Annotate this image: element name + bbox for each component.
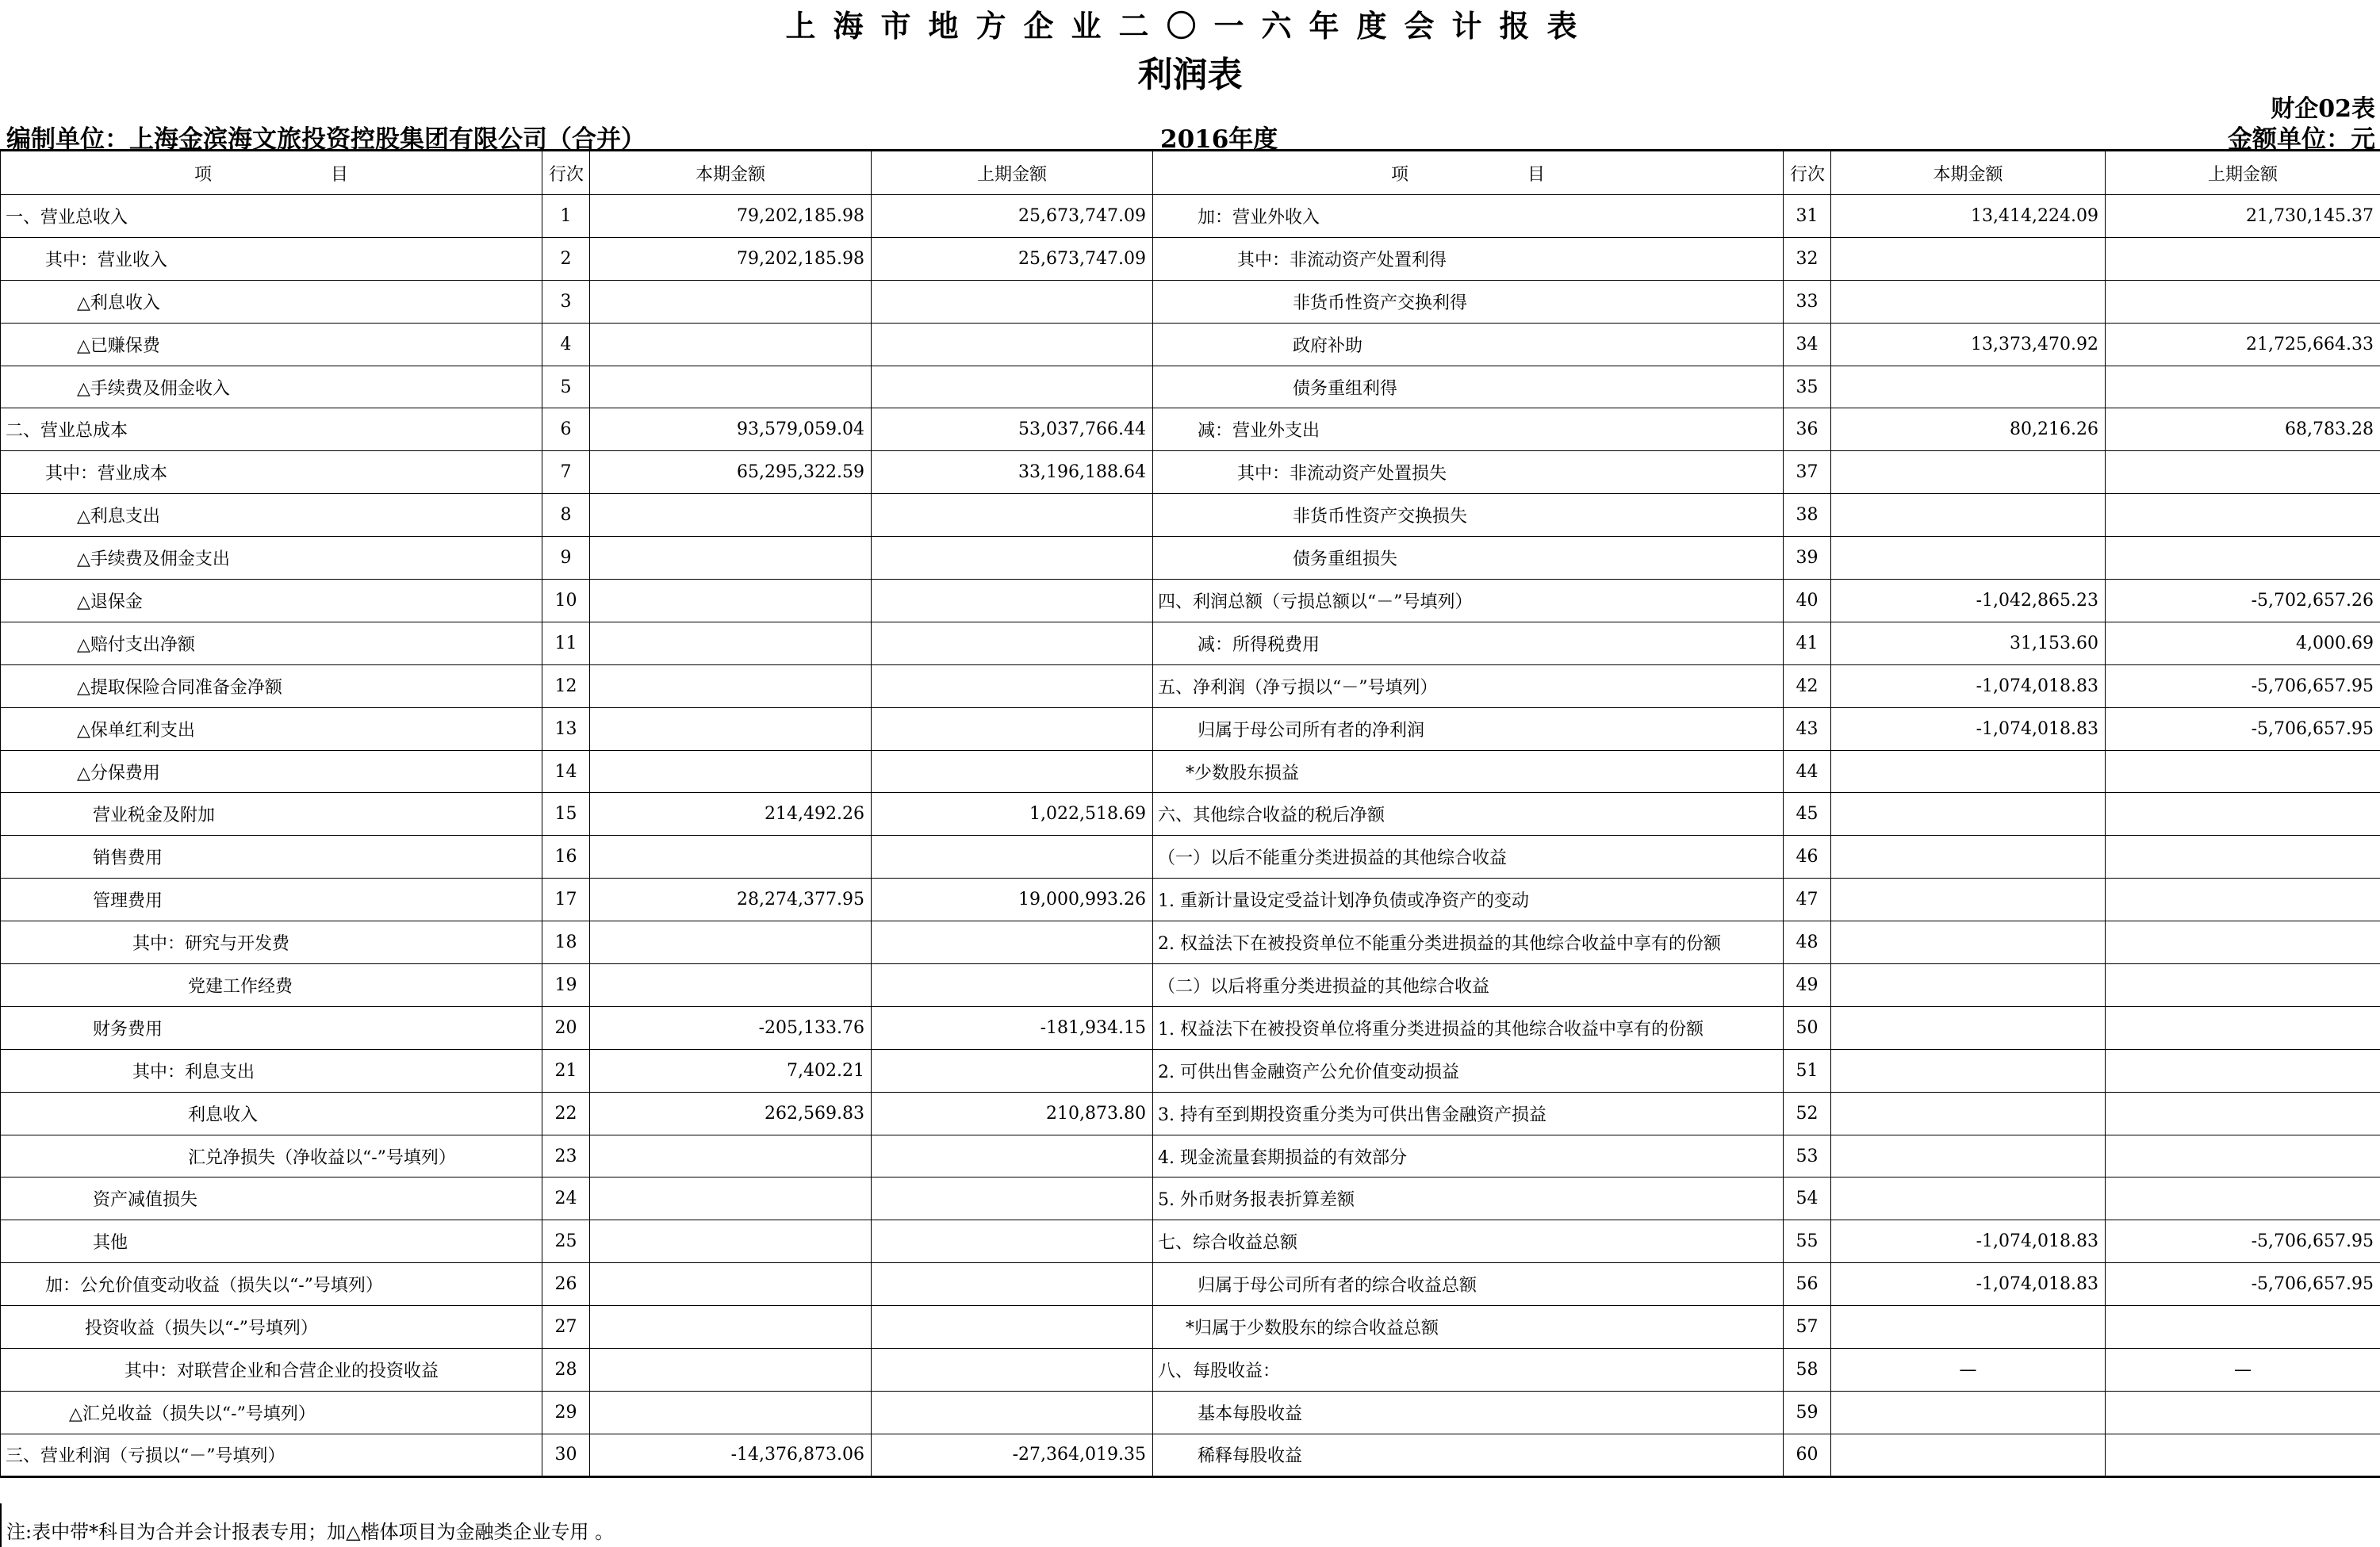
current-amount xyxy=(1831,1306,2106,1349)
previous-amount: -5,706,657.95 xyxy=(2106,664,2380,707)
table-row xyxy=(1,1349,2380,1392)
item-label: 1. 重新计量设定受益计划净负债或净资产的变动 xyxy=(1153,879,1784,921)
previous-amount xyxy=(872,964,1153,1007)
report-title: 上海市地方企业二〇一六年度会计报表 xyxy=(785,8,1595,44)
item-label: △分保费用 xyxy=(1,750,542,793)
table-row xyxy=(1,1220,2380,1263)
item-label: 资产减值损失 xyxy=(1,1177,542,1220)
current-amount xyxy=(1831,1177,2106,1220)
previous-amount xyxy=(872,836,1153,879)
line-number: 29 xyxy=(542,1391,590,1434)
current-amount: 13,414,224.09 xyxy=(1831,195,2106,238)
table-row xyxy=(1,1177,2380,1220)
item-label: 财务费用 xyxy=(1,1006,542,1049)
line-number: 51 xyxy=(1784,1049,1831,1092)
table-row xyxy=(1,1306,2380,1349)
previous-amount xyxy=(872,1177,1153,1220)
item-label: *少数股东损益 xyxy=(1153,750,1784,793)
line-number: 30 xyxy=(542,1434,590,1476)
item-label: 稀释每股收益 xyxy=(1153,1434,1784,1476)
item-label: 其中：利息支出 xyxy=(1,1049,542,1092)
item-label: 二、营业总成本 xyxy=(1,408,542,451)
item-label: 七、综合收益总额 xyxy=(1153,1220,1784,1263)
current-amount xyxy=(590,1177,872,1220)
line-number: 36 xyxy=(1784,408,1831,451)
previous-amount xyxy=(872,750,1153,793)
previous-amount xyxy=(2106,537,2380,580)
income-statement-table xyxy=(0,149,2380,1478)
current-amount xyxy=(590,921,872,964)
table-row xyxy=(1,323,2380,366)
current-amount xyxy=(1831,537,2106,580)
footnote: 注:表中带*科目为合并会计报表专用；加△楷体项目为金融类企业专用 。 xyxy=(6,1521,615,1543)
previous-amount: -181,934.15 xyxy=(872,1006,1153,1049)
item-label: 其中：营业收入 xyxy=(1,237,542,280)
line-number: 18 xyxy=(542,921,590,964)
current-amount xyxy=(1831,451,2106,494)
line-number: 16 xyxy=(542,836,590,879)
item-label: 加：营业外收入 xyxy=(1153,195,1784,238)
item-label: 归属于母公司所有者的综合收益总额 xyxy=(1153,1263,1784,1306)
previous-amount: -5,702,657.26 xyxy=(2106,580,2380,622)
item-label: （二）以后将重分类进损益的其他综合收益 xyxy=(1153,964,1784,1007)
previous-amount xyxy=(2106,451,2380,494)
current-amount: 262,569.83 xyxy=(590,1092,872,1135)
table-row xyxy=(1,750,2380,793)
line-number: 59 xyxy=(1784,1391,1831,1434)
line-number: 46 xyxy=(1784,836,1831,879)
line-number: 41 xyxy=(1784,622,1831,664)
form-number: 财企02表 xyxy=(2271,95,2375,123)
table-row xyxy=(1,237,2380,280)
item-label: 其中：非流动资产处置利得 xyxy=(1153,237,1784,280)
current-amount: -14,376,873.06 xyxy=(590,1434,872,1476)
previous-amount xyxy=(872,323,1153,366)
line-number: 32 xyxy=(1784,237,1831,280)
item-label: △保单红利支出 xyxy=(1,707,542,750)
line-number: 42 xyxy=(1784,664,1831,707)
item-label: 政府补助 xyxy=(1153,323,1784,366)
item-label: （一）以后不能重分类进损益的其他综合收益 xyxy=(1153,836,1784,879)
previous-amount: 1,022,518.69 xyxy=(872,793,1153,836)
current-amount xyxy=(1831,494,2106,537)
current-amount xyxy=(1831,237,2106,280)
previous-amount xyxy=(2106,879,2380,921)
line-number: 10 xyxy=(542,580,590,622)
previous-amount: 4,000.69 xyxy=(2106,622,2380,664)
previous-amount xyxy=(2106,494,2380,537)
current-amount: 80,216.26 xyxy=(1831,408,2106,451)
col-header-line-right: 行次 xyxy=(1784,151,1831,195)
current-amount: 31,153.60 xyxy=(1831,622,2106,664)
line-number: 14 xyxy=(542,750,590,793)
current-amount xyxy=(1831,879,2106,921)
line-number: 26 xyxy=(542,1263,590,1306)
current-amount: -205,133.76 xyxy=(590,1006,872,1049)
line-number: 22 xyxy=(542,1092,590,1135)
current-amount xyxy=(590,1220,872,1263)
previous-amount: 21,725,664.33 xyxy=(2106,323,2380,366)
item-label: △赔付支出净额 xyxy=(1,622,542,664)
line-number: 15 xyxy=(542,793,590,836)
item-label: 其中：非流动资产处置损失 xyxy=(1153,451,1784,494)
line-number: 54 xyxy=(1784,1177,1831,1220)
item-label: 八、每股收益： xyxy=(1153,1349,1784,1392)
item-label: △汇兑收益（损失以“-”号填列） xyxy=(1,1391,542,1434)
previous-amount xyxy=(872,664,1153,707)
table-row xyxy=(1,1092,2380,1135)
previous-amount xyxy=(2106,1177,2380,1220)
current-amount xyxy=(590,1306,872,1349)
item-label: 4. 现金流量套期损益的有效部分 xyxy=(1153,1135,1784,1177)
current-amount: -1,074,018.83 xyxy=(1831,707,2106,750)
item-label: 管理费用 xyxy=(1,879,542,921)
previous-amount: 25,673,747.09 xyxy=(872,195,1153,238)
item-label: 销售费用 xyxy=(1,836,542,879)
item-label: *归属于少数股东的综合收益总额 xyxy=(1153,1306,1784,1349)
table-row xyxy=(1,879,2380,921)
previous-amount xyxy=(872,707,1153,750)
line-number: 19 xyxy=(542,964,590,1007)
item-label: 汇兑净损失（净收益以“-”号填列） xyxy=(1,1135,542,1177)
current-amount: -1,074,018.83 xyxy=(1831,664,2106,707)
current-amount xyxy=(590,707,872,750)
line-number: 21 xyxy=(542,1049,590,1092)
previous-amount: -5,706,657.95 xyxy=(2106,1263,2380,1306)
previous-amount: 19,000,993.26 xyxy=(872,879,1153,921)
line-number: 39 xyxy=(1784,537,1831,580)
line-number: 2 xyxy=(542,237,590,280)
previous-amount xyxy=(872,1391,1153,1434)
item-label: 三、营业利润（亏损以“－”号填列） xyxy=(1,1434,542,1476)
current-amount xyxy=(1831,280,2106,323)
line-number: 37 xyxy=(1784,451,1831,494)
current-amount xyxy=(590,323,872,366)
previous-amount xyxy=(872,366,1153,408)
current-amount xyxy=(590,622,872,664)
item-label: △退保金 xyxy=(1,580,542,622)
line-number: 57 xyxy=(1784,1306,1831,1349)
line-number: 60 xyxy=(1784,1434,1831,1476)
table-row xyxy=(1,366,2380,408)
item-label: 非货币性资产交换损失 xyxy=(1153,494,1784,537)
previous-amount xyxy=(2106,366,2380,408)
item-label: 投资收益（损失以“-”号填列） xyxy=(1,1306,542,1349)
col-header-current-left: 本期金额 xyxy=(590,151,872,195)
line-number: 27 xyxy=(542,1306,590,1349)
line-number: 28 xyxy=(542,1349,590,1392)
previous-amount xyxy=(2106,237,2380,280)
current-amount: -1,074,018.83 xyxy=(1831,1263,2106,1306)
current-amount xyxy=(590,664,872,707)
previous-amount: 53,037,766.44 xyxy=(872,408,1153,451)
line-number: 56 xyxy=(1784,1263,1831,1306)
previous-amount xyxy=(2106,793,2380,836)
line-number: 7 xyxy=(542,451,590,494)
item-label: 非货币性资产交换利得 xyxy=(1153,280,1784,323)
current-amount xyxy=(590,580,872,622)
item-label: 党建工作经费 xyxy=(1,964,542,1007)
currency-unit: 金额单位：元 xyxy=(2228,125,2375,154)
item-label: △利息支出 xyxy=(1,494,542,537)
previous-amount: -27,364,019.35 xyxy=(872,1434,1153,1476)
line-number: 38 xyxy=(1784,494,1831,537)
table-row xyxy=(1,195,2380,238)
current-amount xyxy=(1831,921,2106,964)
current-amount: 214,492.26 xyxy=(590,793,872,836)
previous-amount: 25,673,747.09 xyxy=(872,237,1153,280)
item-label: △手续费及佣金收入 xyxy=(1,366,542,408)
current-amount xyxy=(590,964,872,1007)
line-number: 25 xyxy=(542,1220,590,1263)
previous-amount xyxy=(872,494,1153,537)
current-amount xyxy=(590,1135,872,1177)
item-label: 五、净利润（净亏损以“－”号填列） xyxy=(1153,664,1784,707)
previous-amount xyxy=(2106,921,2380,964)
line-number: 48 xyxy=(1784,921,1831,964)
item-label: 2. 权益法下在被投资单位不能重分类进损益的其他综合收益中享有的份额 xyxy=(1153,921,1784,964)
line-number: 23 xyxy=(542,1135,590,1177)
table-row xyxy=(1,1049,2380,1092)
item-label: 其中：对联营企业和合营企业的投资收益 xyxy=(1,1349,542,1392)
item-label: 利息收入 xyxy=(1,1092,542,1135)
current-amount xyxy=(590,366,872,408)
line-number: 5 xyxy=(542,366,590,408)
current-amount xyxy=(1831,1092,2106,1135)
previous-amount xyxy=(2106,1049,2380,1092)
previous-amount xyxy=(2106,1434,2380,1476)
current-amount xyxy=(590,1349,872,1392)
current-amount xyxy=(1831,1006,2106,1049)
item-label: 1. 权益法下在被投资单位将重分类进损益的其他综合收益中享有的份额 xyxy=(1153,1006,1784,1049)
line-number: 35 xyxy=(1784,366,1831,408)
table-row xyxy=(1,1006,2380,1049)
previous-amount: 21,730,145.37 xyxy=(2106,195,2380,238)
table-row xyxy=(1,1263,2380,1306)
previous-amount xyxy=(872,280,1153,323)
current-amount: 13,373,470.92 xyxy=(1831,323,2106,366)
current-amount xyxy=(1831,1135,2106,1177)
col-header-previous-right: 上期金额 xyxy=(2106,151,2380,195)
statement-title: 利润表 xyxy=(1137,55,1243,95)
table-row xyxy=(1,1391,2380,1434)
line-number: 8 xyxy=(542,494,590,537)
current-amount xyxy=(1831,1049,2106,1092)
line-number: 13 xyxy=(542,707,590,750)
item-label: △提取保险合同准备金净额 xyxy=(1,664,542,707)
table-row xyxy=(1,1434,2380,1476)
previous-amount xyxy=(872,1306,1153,1349)
line-number: 9 xyxy=(542,537,590,580)
line-number: 50 xyxy=(1784,1006,1831,1049)
current-amount xyxy=(590,836,872,879)
item-label: △手续费及佣金支出 xyxy=(1,537,542,580)
line-number: 40 xyxy=(1784,580,1831,622)
line-number: 43 xyxy=(1784,707,1831,750)
current-amount: — xyxy=(1831,1349,2106,1392)
current-amount xyxy=(590,750,872,793)
previous-amount xyxy=(2106,836,2380,879)
previous-amount: 33,196,188.64 xyxy=(872,451,1153,494)
item-label: 3. 持有至到期投资重分类为可供出售金融资产损益 xyxy=(1153,1092,1784,1135)
current-amount: 79,202,185.98 xyxy=(590,195,872,238)
item-label: 营业税金及附加 xyxy=(1,793,542,836)
previous-amount xyxy=(872,537,1153,580)
table-row xyxy=(1,793,2380,836)
line-number: 17 xyxy=(542,879,590,921)
table-row xyxy=(1,280,2380,323)
current-amount: -1,074,018.83 xyxy=(1831,1220,2106,1263)
table-row xyxy=(1,836,2380,879)
table-row xyxy=(1,537,2380,580)
current-amount: 93,579,059.04 xyxy=(590,408,872,451)
line-number: 12 xyxy=(542,664,590,707)
item-label: 四、利润总额（亏损总额以“－”号填列） xyxy=(1153,580,1784,622)
current-amount xyxy=(1831,750,2106,793)
current-amount xyxy=(1831,793,2106,836)
table-row xyxy=(1,921,2380,964)
previous-amount xyxy=(2106,964,2380,1007)
item-label: 减：营业外支出 xyxy=(1153,408,1784,451)
current-amount xyxy=(590,1263,872,1306)
line-number: 44 xyxy=(1784,750,1831,793)
previous-amount xyxy=(2106,1135,2380,1177)
current-amount xyxy=(590,1391,872,1434)
current-amount xyxy=(590,537,872,580)
report-period: 2016年度 xyxy=(1160,125,1278,154)
item-label: 债务重组损失 xyxy=(1153,537,1784,580)
current-amount xyxy=(1831,366,2106,408)
item-label: 一、营业总收入 xyxy=(1,195,542,238)
previous-amount xyxy=(872,1049,1153,1092)
col-header-previous-left: 上期金额 xyxy=(872,151,1153,195)
line-number: 55 xyxy=(1784,1220,1831,1263)
line-number: 45 xyxy=(1784,793,1831,836)
previous-amount xyxy=(872,921,1153,964)
table-row xyxy=(1,451,2380,494)
table-row xyxy=(1,622,2380,664)
previous-amount xyxy=(872,622,1153,664)
item-label: △利息收入 xyxy=(1,280,542,323)
line-number: 33 xyxy=(1784,280,1831,323)
report-meta xyxy=(6,119,2375,154)
current-amount xyxy=(1831,1434,2106,1476)
table-row xyxy=(1,494,2380,537)
current-amount: 65,295,322.59 xyxy=(590,451,872,494)
previous-amount: -5,706,657.95 xyxy=(2106,1220,2380,1263)
item-label: 5. 外币财务报表折算差额 xyxy=(1153,1177,1784,1220)
current-amount xyxy=(1831,964,2106,1007)
item-label: 2. 可供出售金融资产公允价值变动损益 xyxy=(1153,1049,1784,1092)
item-label: 六、其他综合收益的税后净额 xyxy=(1153,793,1784,836)
table-row xyxy=(1,707,2380,750)
current-amount xyxy=(1831,1391,2106,1434)
current-amount xyxy=(590,280,872,323)
col-header-item-left: 项 目 xyxy=(1,151,542,195)
line-number: 20 xyxy=(542,1006,590,1049)
previous-amount xyxy=(2106,1092,2380,1135)
line-number: 53 xyxy=(1784,1135,1831,1177)
item-label: 其中：营业成本 xyxy=(1,451,542,494)
line-number: 47 xyxy=(1784,879,1831,921)
item-label: 其他 xyxy=(1,1220,542,1263)
line-number: 4 xyxy=(542,323,590,366)
previous-amount: — xyxy=(2106,1349,2380,1392)
table-row xyxy=(1,1135,2380,1177)
item-label: △已赚保费 xyxy=(1,323,542,366)
col-header-current-right: 本期金额 xyxy=(1831,151,2106,195)
current-amount: 79,202,185.98 xyxy=(590,237,872,280)
previous-amount xyxy=(872,1220,1153,1263)
item-label: 减：所得税费用 xyxy=(1153,622,1784,664)
current-amount: 28,274,377.95 xyxy=(590,879,872,921)
previous-amount xyxy=(2106,1006,2380,1049)
line-number: 3 xyxy=(542,280,590,323)
previous-amount xyxy=(872,580,1153,622)
previous-amount: 210,873.80 xyxy=(872,1092,1153,1135)
current-amount xyxy=(1831,836,2106,879)
table-row xyxy=(1,408,2380,451)
col-header-item-right: 项 目 xyxy=(1153,151,1784,195)
item-label: 基本每股收益 xyxy=(1153,1391,1784,1434)
previous-amount xyxy=(2106,750,2380,793)
previous-amount xyxy=(2106,280,2380,323)
line-number: 1 xyxy=(542,195,590,238)
line-number: 24 xyxy=(542,1177,590,1220)
table-header-row xyxy=(1,151,2380,195)
table-row xyxy=(1,964,2380,1007)
previous-amount xyxy=(2106,1391,2380,1434)
line-number: 31 xyxy=(1784,195,1831,238)
item-label: 其中：研究与开发费 xyxy=(1,921,542,964)
table-row xyxy=(1,664,2380,707)
line-number: 52 xyxy=(1784,1092,1831,1135)
col-header-line-left: 行次 xyxy=(542,151,590,195)
table-row xyxy=(1,580,2380,622)
item-label: 债务重组利得 xyxy=(1153,366,1784,408)
line-number: 58 xyxy=(1784,1349,1831,1392)
previous-amount xyxy=(872,1349,1153,1392)
line-number: 49 xyxy=(1784,964,1831,1007)
current-amount: -1,042,865.23 xyxy=(1831,580,2106,622)
previous-amount: 68,783.28 xyxy=(2106,408,2380,451)
item-label: 归属于母公司所有者的净利润 xyxy=(1153,707,1784,750)
previous-amount xyxy=(872,1135,1153,1177)
item-label: 加：公允价值变动收益（损失以“-”号填列） xyxy=(1,1263,542,1306)
previous-amount xyxy=(2106,1306,2380,1349)
previous-amount: -5,706,657.95 xyxy=(2106,707,2380,750)
line-number: 34 xyxy=(1784,323,1831,366)
line-number: 11 xyxy=(542,622,590,664)
current-amount: 7,402.21 xyxy=(590,1049,872,1092)
current-amount xyxy=(590,494,872,537)
line-number: 6 xyxy=(542,408,590,451)
previous-amount xyxy=(872,1263,1153,1306)
preparing-entity: 编制单位：上海金滨海文旅投资控股集团有限公司（合并） xyxy=(6,125,646,154)
